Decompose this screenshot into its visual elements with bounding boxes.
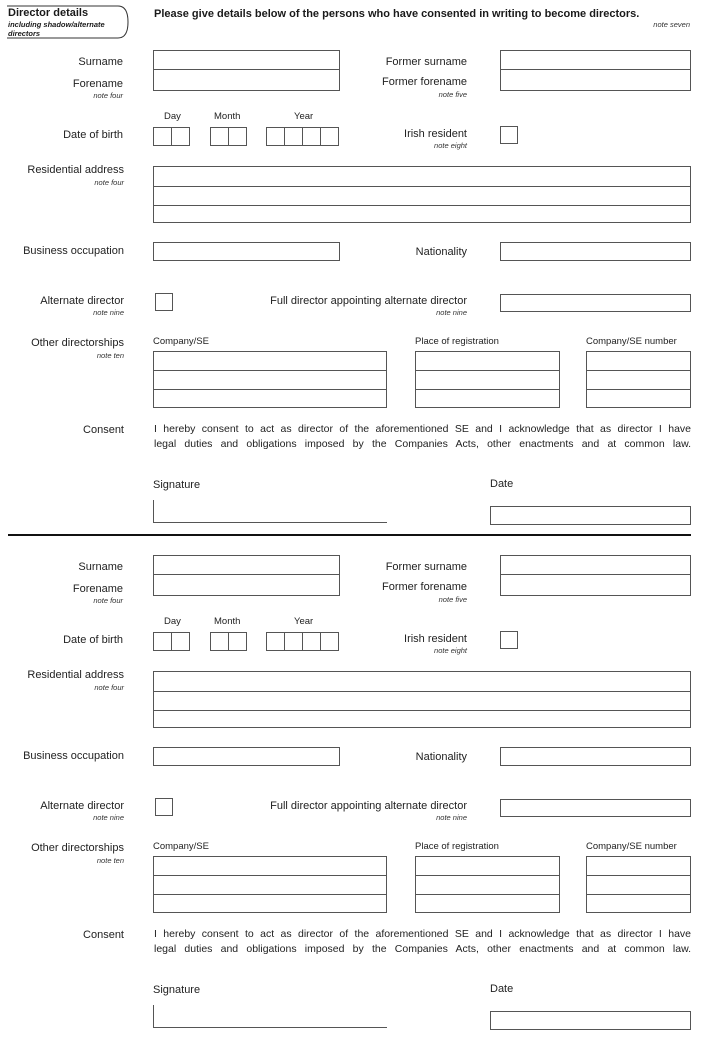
company-se-number-table[interactable] bbox=[586, 351, 691, 408]
dob-year-1[interactable] bbox=[266, 632, 285, 651]
table-row-divider bbox=[586, 389, 691, 390]
residential-address-label: Residential address bbox=[27, 164, 124, 176]
forename-note: note four bbox=[93, 91, 123, 100]
former-surname-field[interactable] bbox=[500, 50, 691, 70]
dob-year-1[interactable] bbox=[266, 127, 285, 146]
month-label: Month bbox=[214, 616, 241, 627]
dob-day-2[interactable] bbox=[171, 632, 190, 651]
signature-line[interactable] bbox=[153, 522, 387, 523]
signature-bracket bbox=[153, 500, 154, 522]
address-line-divider bbox=[153, 710, 691, 711]
date-field[interactable] bbox=[490, 506, 691, 525]
date-label: Date bbox=[490, 478, 514, 490]
alternate-director-label: Alternate director bbox=[40, 295, 124, 307]
date-field[interactable] bbox=[490, 1011, 691, 1030]
alternate-director-checkbox[interactable] bbox=[155, 293, 173, 311]
section-subtitle-2: directors bbox=[8, 29, 41, 38]
dob-year-2[interactable] bbox=[284, 632, 303, 651]
company-se-header: Company/SE bbox=[153, 336, 209, 347]
address-line-divider bbox=[153, 205, 691, 206]
month-label: Month bbox=[214, 111, 241, 122]
instruction-note: note seven bbox=[653, 20, 690, 29]
irish-resident-label: Irish resident bbox=[404, 128, 467, 140]
residential-address-field[interactable] bbox=[153, 671, 691, 728]
day-label: Day bbox=[164, 111, 181, 122]
former-surname-field[interactable] bbox=[500, 555, 691, 575]
dob-year-4[interactable] bbox=[320, 632, 339, 651]
block-separator bbox=[8, 534, 691, 536]
place-of-registration-table[interactable] bbox=[415, 856, 560, 913]
company-se-number-table[interactable] bbox=[586, 856, 691, 913]
forename-note: note four bbox=[93, 596, 123, 605]
company-se-number-header: Company/SE number bbox=[586, 841, 677, 852]
dob-label: Date of birth bbox=[63, 634, 123, 646]
surname-field[interactable] bbox=[153, 555, 340, 575]
full-director-note: note nine bbox=[436, 813, 467, 822]
section-subtitle: including shadow/alternate bbox=[8, 20, 105, 29]
former-forename-field[interactable] bbox=[500, 574, 691, 596]
business-occupation-field[interactable] bbox=[153, 747, 340, 766]
company-se-table[interactable] bbox=[153, 351, 387, 408]
nationality-label: Nationality bbox=[415, 246, 467, 258]
residential-address-note: note four bbox=[94, 683, 124, 692]
business-occupation-label: Business occupation bbox=[23, 750, 124, 762]
business-occupation-field[interactable] bbox=[153, 242, 340, 261]
dob-day-1[interactable] bbox=[153, 127, 172, 146]
dob-year-4[interactable] bbox=[320, 127, 339, 146]
irish-resident-label: Irish resident bbox=[404, 633, 467, 645]
full-director-field[interactable] bbox=[500, 799, 691, 817]
former-forename-field[interactable] bbox=[500, 69, 691, 91]
company-se-table[interactable] bbox=[153, 856, 387, 913]
table-row-divider bbox=[153, 894, 387, 895]
nationality-field[interactable] bbox=[500, 242, 691, 261]
dob-month-1[interactable] bbox=[210, 127, 229, 146]
section-tab bbox=[8, 6, 130, 40]
business-occupation-label: Business occupation bbox=[23, 245, 124, 257]
dob-month-1[interactable] bbox=[210, 632, 229, 651]
dob-year-2[interactable] bbox=[284, 127, 303, 146]
signature-line[interactable] bbox=[153, 1027, 387, 1028]
table-row-divider bbox=[153, 875, 387, 876]
former-forename-note: note five bbox=[438, 90, 467, 99]
former-surname-label: Former surname bbox=[385, 56, 467, 68]
place-of-registration-header: Place of registration bbox=[415, 336, 499, 347]
signature-bracket bbox=[153, 1005, 154, 1027]
consent-label: Consent bbox=[83, 424, 124, 436]
address-line-divider bbox=[153, 691, 691, 692]
year-label: Year bbox=[294, 111, 314, 122]
nationality-label: Nationality bbox=[415, 751, 467, 763]
address-line-divider bbox=[153, 186, 691, 187]
forename-field[interactable] bbox=[153, 69, 340, 91]
dob-day-2[interactable] bbox=[171, 127, 190, 146]
table-row-divider bbox=[153, 389, 387, 390]
forename-field[interactable] bbox=[153, 574, 340, 596]
former-forename-label: Former forename bbox=[382, 581, 467, 593]
table-row-divider bbox=[586, 894, 691, 895]
consent-line: legal duties and obligations imposed by the Companies Acts, other enactments and at common law. bbox=[154, 438, 691, 450]
former-surname-label: Former surname bbox=[385, 561, 467, 573]
table-row-divider bbox=[415, 875, 560, 876]
dob-month-2[interactable] bbox=[228, 127, 247, 146]
place-of-registration-table[interactable] bbox=[415, 351, 560, 408]
table-row-divider bbox=[415, 894, 560, 895]
dob-year-3[interactable] bbox=[302, 127, 321, 146]
full-director-label: Full director appointing alternate director bbox=[270, 295, 467, 307]
surname-label: Surname bbox=[78, 561, 123, 573]
company-se-number-header: Company/SE number bbox=[586, 336, 677, 347]
other-directorships-note: note ten bbox=[96, 351, 124, 360]
consent-line: I hereby consent to act as director of the aforementioned SE and I acknowledge that as director I have bbox=[154, 423, 691, 435]
full-director-label: Full director appointing alternate director bbox=[270, 800, 467, 812]
former-forename-note: note five bbox=[438, 595, 467, 604]
irish-resident-note: note eight bbox=[434, 141, 467, 150]
surname-label: Surname bbox=[78, 56, 123, 68]
other-directorships-label: Other directorships bbox=[31, 337, 124, 349]
consent-label: Consent bbox=[83, 929, 124, 941]
alternate-director-note: note nine bbox=[93, 308, 124, 317]
former-forename-label: Former forename bbox=[382, 76, 467, 88]
irish-resident-checkbox[interactable] bbox=[500, 631, 518, 649]
company-se-header: Company/SE bbox=[153, 841, 209, 852]
full-director-note: note nine bbox=[436, 308, 467, 317]
dob-label: Date of birth bbox=[63, 129, 123, 141]
residential-address-label: Residential address bbox=[27, 669, 124, 681]
residential-address-field[interactable] bbox=[153, 166, 691, 223]
signature-label: Signature bbox=[153, 479, 201, 491]
consent-line: I hereby consent to act as director of the aforementioned SE and I acknowledge that as director I have bbox=[154, 928, 691, 940]
forename-label: Forename bbox=[72, 78, 123, 90]
nationality-field[interactable] bbox=[500, 747, 691, 766]
table-row-divider bbox=[415, 370, 560, 371]
alternate-director-checkbox[interactable] bbox=[155, 798, 173, 816]
consent-statement bbox=[154, 422, 691, 452]
residential-address-note: note four bbox=[94, 178, 124, 187]
table-row-divider bbox=[415, 389, 560, 390]
table-row-divider bbox=[153, 370, 387, 371]
full-director-field[interactable] bbox=[500, 294, 691, 312]
consent-line: legal duties and obligations imposed by the Companies Acts, other enactments and at common law. bbox=[154, 943, 691, 955]
surname-field[interactable] bbox=[153, 50, 340, 70]
date-label: Date bbox=[490, 983, 514, 995]
dob-year-3[interactable] bbox=[302, 632, 321, 651]
dob-month-2[interactable] bbox=[228, 632, 247, 651]
place-of-registration-header: Place of registration bbox=[415, 841, 499, 852]
table-row-divider bbox=[586, 370, 691, 371]
alternate-director-label: Alternate director bbox=[40, 800, 124, 812]
irish-resident-note: note eight bbox=[434, 646, 467, 655]
forename-label: Forename bbox=[72, 583, 123, 595]
section-title: Director details bbox=[8, 7, 89, 19]
instruction-text: Please give details below of the persons who have consented in writing to become directors. bbox=[154, 8, 640, 20]
irish-resident-checkbox[interactable] bbox=[500, 126, 518, 144]
alternate-director-note: note nine bbox=[93, 813, 124, 822]
other-directorships-note: note ten bbox=[96, 856, 124, 865]
consent-statement bbox=[154, 927, 691, 957]
other-directorships-label: Other directorships bbox=[31, 842, 124, 854]
table-row-divider bbox=[586, 875, 691, 876]
signature-label: Signature bbox=[153, 984, 201, 996]
year-label: Year bbox=[294, 616, 314, 627]
dob-day-1[interactable] bbox=[153, 632, 172, 651]
day-label: Day bbox=[164, 616, 181, 627]
